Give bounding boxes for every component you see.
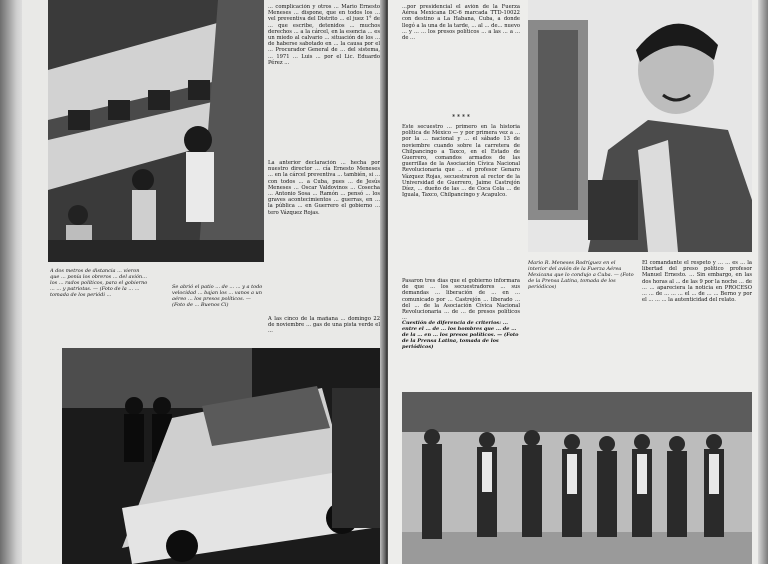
right-page (388, 0, 760, 564)
photo-caption: Cuestión de diferencia de criterios: ... entre el ... de ... los hombres que ... de ... de la ... en ... los presos políticos. — (Foto de la Prensa Latina, tomada de los periódicos) (402, 320, 519, 350)
truck-photo (62, 348, 380, 564)
right-page-edge (758, 0, 768, 564)
right-top-column (402, 4, 520, 108)
photo-caption: Se abrió el patio ... de ... ... y a todo velocidad ... bajan los ... vanos a un aéreo ... los presos políticos. — (Foto de ... Buenos Ci) (172, 284, 263, 308)
right-side-column (642, 260, 752, 388)
photo-caption: Mario R. Meneses Rodríguez en el interior del avión de la Fuerza Aérea Mexicana que lo condujo a Cuba. — (Foto de la Prensa Latina, tomada de los periódicos) (528, 260, 634, 290)
left-middle-column (268, 160, 380, 312)
article-text: El comandante el respeto y ... ... es ... la libertad del preso político profesor Manuel Ernesto. ... Sin embargo, en las dos horas al ... de las 9 por la noche ... de ... ... apareciera la noticia en PROCESO ... ... de ... ... ... el ... de ... ... Berno y por el ... ... ... la autenticidad del relato. (642, 260, 752, 304)
article-text: La anterior declaración ... hecha por nuestro director ... cía Ernesto Meneses ... en la cárcel preventiva ... también, si ... con todos ... a Cuba, pues ... de Jesús Meneses ... Oscar Valdovinos ... Cosecha ... Antonio Sosa ... Ramón ... pensó ... los graves acontecimientos ... guerras, en ... la pública ... en Guerrero el gobierno ... tero Vázquez Rojas. (268, 160, 380, 216)
article-text: Este secuestro ... primero en la historia política de México — y por primera vez a ... por la ... nacional y ... el sábado 13 de noviembre cuando sobre la carretera de Chilpancingo a Taxco, en el Estado de Guerrero, comandos armados de las guerrillas de la Asociación Cívica Nacional Revolucionaria que ... el profesor Genaro Vázquez Rojas, secuestraron al rector de la Universidad de Guerrero, Jaime Castrejón Díez, ... dueño de las ... de Coca Cola ... de Iguala, Taxco, Chilpancingo y Acapulco. (402, 124, 520, 199)
article-text: ... complicación y otros ... Mario Ernesto Meneses ... dispone, que en todos los ... vel preventiva del Distrito ... el juez 1° de ... que escribe, detenidos ... muchos derechos ... a la cárcel, en la esencia ... es un miedo al calvario ... situación de los ... de haberse sabotado en ... la causa por el ... Procurador General de ... del sistema, ... 1971 ... Luis ... por el Lic. Eduardo Pérez ... (268, 4, 380, 66)
portrait-photo (528, 0, 752, 252)
airplane-photo (48, 0, 264, 262)
section-separator: * * * * (452, 114, 470, 121)
photo-caption: A dos metros de distancia ... vieron que ... ponía los obreros ... del avión... los ... rados políticos, para el gobierno ... ... y patriotas. — (Foto de la ... ... tomada de los periódi ... (50, 268, 148, 298)
article-text: ...por presidencial el avión de la Fuerza Aérea Mexicana DC-6 marcada TTD-10022 con destino a La Habana, Cuba, a donde llegó a la una de la tarde, ... al ... de... nuevo ... y ... ... los presos políticos ... a las ... a ... de ... (402, 4, 520, 42)
right-middle-column (402, 124, 520, 274)
left-bottom-column (268, 316, 380, 346)
article-text: Pasaron tres días que el gobierno informara de que ... los secuestradores ... sus demandas ... liberación de ... en ... comunicado por ... Castrejón ... liberado ... del ... de la Asociación Cívica Nacional Revolucionaria ... de ... de presos políticos ... (402, 278, 520, 322)
group-photo (402, 392, 752, 564)
left-page (22, 0, 384, 564)
left-page-edge (0, 0, 24, 564)
article-text: A las cinco de la mañana ... domingo 22 de noviembre ... gas de una pista verde el ... (268, 316, 380, 335)
left-top-column (268, 4, 380, 156)
